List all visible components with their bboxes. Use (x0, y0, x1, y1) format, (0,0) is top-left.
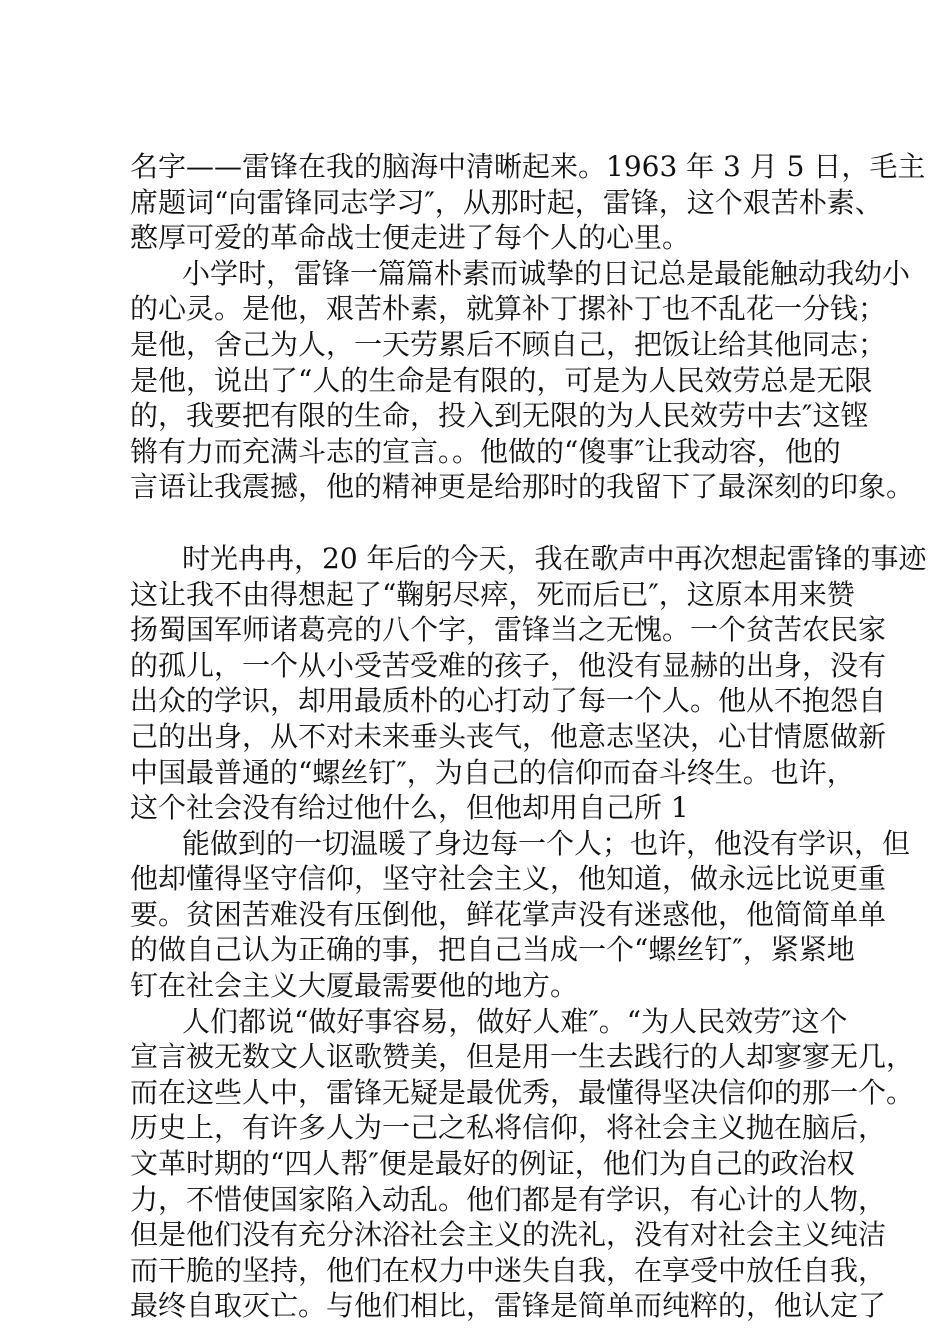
text-line: 的，我要把有限的生命，投入到无限的为人民效劳中去″这铿 (130, 399, 869, 433)
text-line: 最终自取灭亡。与他们相比，雷锋是简单而纯粹的，他认定了 (130, 1289, 887, 1323)
text-line: 扬蜀国军师诸葛亮的八个字，雷锋当之无愧。一个贫苦农民家 (130, 613, 887, 647)
text-line: 要。贫困苦难没有压倒他，鲜花掌声没有迷惑他，他简简单单 (130, 897, 887, 931)
paragraph-2 (130, 256, 915, 505)
text-line: 名字——雷锋在我的脑海中清晰起来。1963 年 3 月 5 日，毛主 (130, 150, 926, 183)
text-line: 能做到的一切温暖了身边每一个人；也许，他没有学识，但 (182, 826, 911, 860)
text-line: 中国最普通的“螺丝钉″，为自己的信仰而奋斗终生。也许， (130, 755, 855, 789)
text-line: 出众的学识，却用最质朴的心打动了每一个人。他从不抱怨自 (130, 684, 887, 718)
text-line: 的心灵。是他，艰苦朴素，就算补丁摞补丁也不乱花一分钱； (130, 292, 887, 326)
text-line: 时光冉冉，20 年后的今天，我在歌声中再次想起雷锋的事迹 (182, 541, 927, 575)
text-line: 是他，说出了“人的生命是有限的，可是为人民效劳总是无限 (130, 363, 873, 397)
text-line: 的孤儿，一个从小受苦受难的孩子，他没有显赫的出身，没有 (130, 648, 887, 682)
text-line: 锵有力而充满斗志的宣言。。他做的“傻事″让我动容，他的 (130, 434, 841, 468)
text-line: 言语让我震撼，他的精神更是给那时的我留下了最深刻的印象。 (130, 470, 915, 504)
paragraph-spacer (130, 505, 855, 541)
text-line: 宣言被无数文人讴歌赞美，但是用一生去践行的人却寥寥无几， (130, 1040, 915, 1074)
paragraph-1 (130, 149, 926, 256)
text-line: 而干脆的坚持，他们在权力中迷失自我，在享受中放任自我， (130, 1253, 887, 1287)
body-text (130, 149, 927, 1324)
text-line: 是他，舍己为人，一天劳累后不顾自己，把饭让给其他同志； (130, 327, 887, 361)
text-line: 这个社会没有给过他什么，但他却用自己所 1 (130, 791, 689, 825)
text-line: 这让我不由得想起了“鞠躬尽瘁，死而后已″，这原本用来赞 (130, 577, 855, 611)
text-line: 他却懂得坚守信仰，坚守社会主义，他知道，做永远比说更重 (130, 862, 887, 896)
text-line: 力，不惜使国家陷入动乱。他们都是有学识，有心计的人物， (130, 1182, 887, 1216)
text-line: 但是他们没有充分沐浴社会主义的洗礼，没有对社会主义纯洁 (130, 1218, 887, 1252)
text-line: 人们都说“做好事容易，做好人难″。“为人民效劳″这个 (182, 1004, 848, 1038)
text-line: 而在这些人中，雷锋无疑是最优秀，最懂得坚决信仰的那一个。 (130, 1075, 915, 1109)
paragraph-3 (130, 541, 927, 826)
paragraph-5 (130, 1004, 915, 1324)
text-line: 憨厚可爱的革命战士便走进了每个人的心里。 (130, 221, 691, 255)
paragraph-4 (130, 826, 911, 1004)
text-line: 己的出身，从不对未来垂头丧气，他意志坚决，心甘情愿做新 (130, 719, 887, 753)
text-line: 席题词“向雷锋同志学习″，从那时起，雷锋，这个艰苦朴素、 (130, 185, 883, 219)
text-line: 钉在社会主义大厦最需要他的地方。 (130, 969, 579, 1003)
text-line: 的做自己认为正确的事，把自己当成一个“螺丝钉″，紧紧地 (130, 933, 855, 967)
text-line: 文革时期的“四人帮″便是最好的例证，他们为自己的政治权 (130, 1147, 855, 1181)
text-line: 小学时，雷锋一篇篇朴素而诚挚的日记总是最能触动我幼小 (182, 256, 911, 290)
text-line: 历史上，有许多人为一己之私将信仰，将社会主义抛在脑后， (130, 1111, 887, 1145)
